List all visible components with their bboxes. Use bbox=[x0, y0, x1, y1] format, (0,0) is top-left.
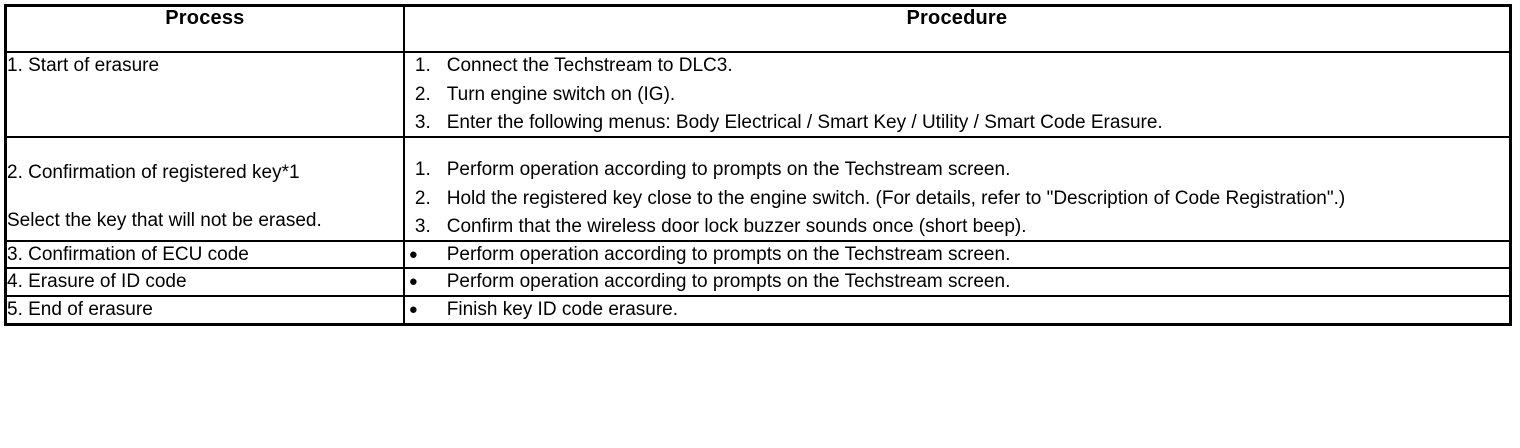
step-text: Hold the registered key close to the engine switch. (For details, refer to "Description of Code Registration".) bbox=[446, 187, 1346, 209]
process-label: 2. Confirmation of registered key*1 bbox=[7, 161, 300, 183]
procedure-step-list bbox=[405, 242, 1509, 268]
procedure-step bbox=[405, 269, 1509, 295]
table-row bbox=[6, 296, 1511, 324]
table-header bbox=[6, 6, 1511, 53]
column-header-process: Process bbox=[6, 6, 404, 53]
procedure-cell bbox=[404, 52, 1511, 137]
column-header-procedure: Procedure bbox=[404, 6, 1511, 53]
procedure-step-list bbox=[405, 269, 1509, 295]
step-text: Finish key ID code erasure. bbox=[446, 299, 679, 321]
table-row bbox=[6, 241, 1511, 269]
procedure-step bbox=[405, 53, 1509, 79]
table-header-row bbox=[6, 6, 1511, 53]
process-note: Select the key that will not be erased. bbox=[7, 209, 322, 231]
process-label: 5. End of erasure bbox=[7, 299, 153, 321]
step-number: 3. bbox=[414, 216, 431, 238]
procedure-step bbox=[405, 186, 1509, 212]
procedure-step bbox=[405, 214, 1509, 240]
process-cell bbox=[6, 296, 404, 324]
process-cell bbox=[6, 137, 404, 241]
table-row bbox=[6, 137, 1511, 241]
procedure-step bbox=[405, 110, 1509, 136]
step-text: Turn engine switch on (IG). bbox=[446, 83, 676, 105]
bullet-icon: ● bbox=[408, 245, 418, 263]
process-label: 1. Start of erasure bbox=[7, 55, 160, 76]
procedure-step bbox=[405, 242, 1509, 268]
step-text: Perform operation according to prompts on the Techstream screen. bbox=[446, 158, 1011, 180]
procedure-step-list bbox=[405, 297, 1509, 323]
step-number: 2. bbox=[414, 83, 431, 105]
procedure-step-list bbox=[405, 157, 1509, 240]
bullet-icon: ● bbox=[408, 301, 418, 319]
step-text: Confirm that the wireless door lock buzzer sounds once (short beep). bbox=[446, 216, 1027, 238]
step-text: Enter the following menus: Body Electrical / Smart Key / Utility / Smart Code Erasure. bbox=[446, 112, 1163, 134]
step-text: Connect the Techstream to DLC3. bbox=[446, 55, 733, 76]
procedure-cell bbox=[404, 241, 1511, 269]
process-label: 3. Confirmation of ECU code bbox=[7, 243, 249, 265]
process-cell bbox=[6, 241, 404, 269]
procedure-step bbox=[405, 297, 1509, 323]
process-cell bbox=[6, 268, 404, 296]
step-number: 1. bbox=[414, 55, 431, 76]
step-number: 3. bbox=[414, 112, 431, 134]
process-cell bbox=[6, 52, 404, 137]
process-label: 4. Erasure of ID code bbox=[7, 271, 187, 293]
procedure-cell bbox=[404, 268, 1511, 296]
step-text: Perform operation according to prompts on the Techstream screen. bbox=[446, 243, 1011, 265]
table-row bbox=[6, 268, 1511, 296]
step-text: Perform operation according to prompts on the Techstream screen. bbox=[446, 271, 1011, 293]
procedure-step-list bbox=[405, 53, 1509, 136]
step-number: 2. bbox=[414, 187, 431, 209]
bullet-icon: ● bbox=[408, 273, 418, 291]
table-row bbox=[6, 52, 1511, 137]
procedure-step bbox=[405, 157, 1509, 183]
procedure-table bbox=[4, 4, 1512, 326]
procedure-cell bbox=[404, 296, 1511, 324]
procedure-step bbox=[405, 82, 1509, 108]
step-number: 1. bbox=[414, 158, 431, 180]
procedure-cell bbox=[404, 137, 1511, 241]
table-body bbox=[6, 52, 1511, 324]
